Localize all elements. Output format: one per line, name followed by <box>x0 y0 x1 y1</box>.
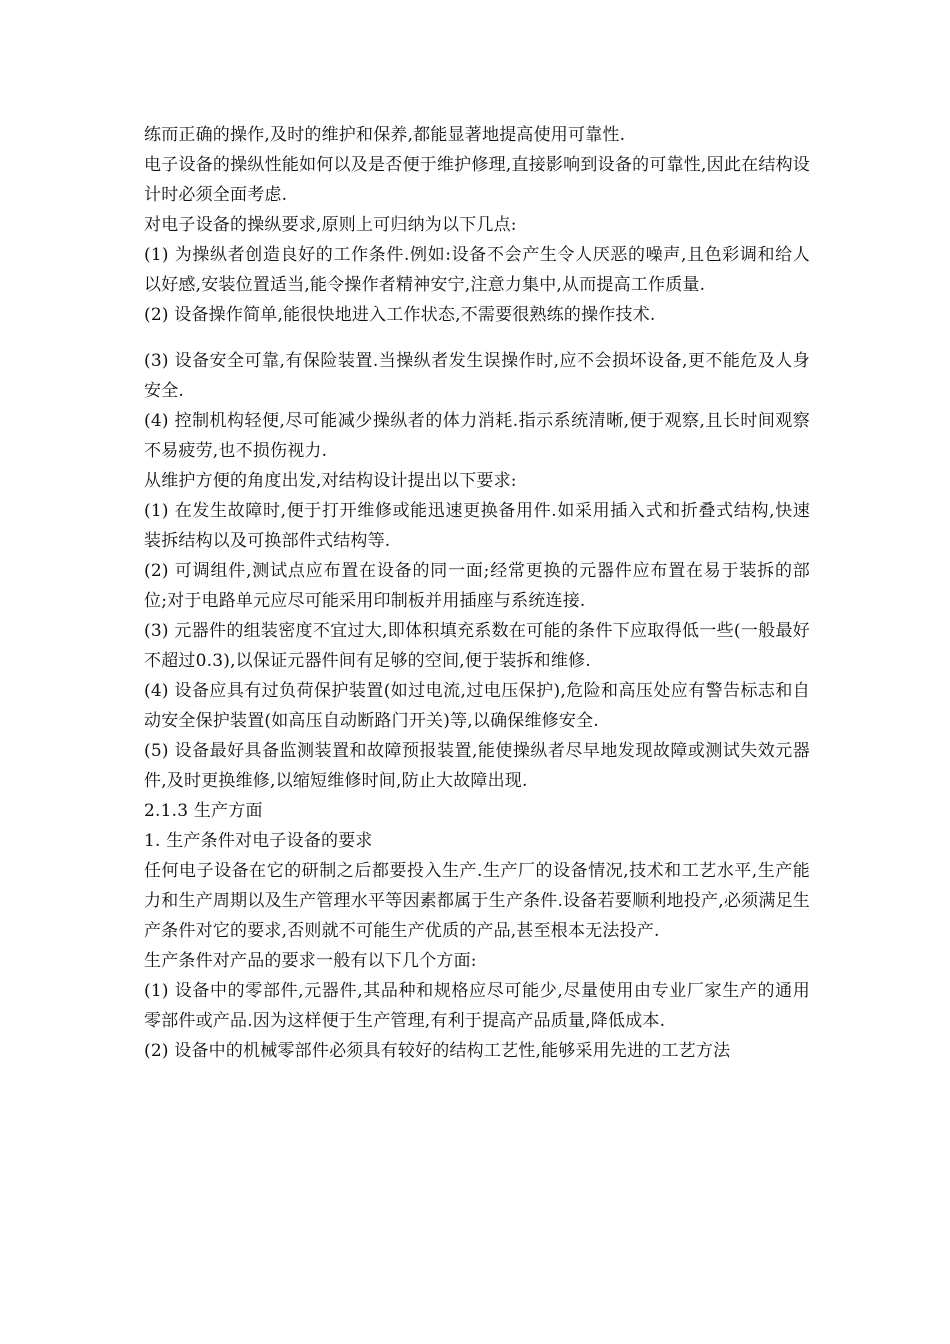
paragraph: 对电子设备的操纵要求,原则上可归纳为以下几点: <box>144 215 517 235</box>
list-item: (3) 元器件的组装密度不宜过大,即体积填充系数在可能的条件下应取得低一些(一般最好不超过0.3),以保证元器件间有足够的空间,便于装拆和维修. <box>144 621 810 671</box>
subsection-heading: 1. 生产条件对电子设备的要求 <box>144 831 373 851</box>
paragraph: 任何电子设备在它的研制之后都要投入生产.生产厂的设备情况,技术和工艺水平,生产能力和生产周期以及生产管理水平等因素都属于生产条件.设备若要顺利地投产,必须满足生产条件对它的要求,否则就不可能生产优质的产品,甚至根本无法投产. <box>144 861 810 941</box>
list-item: (2) 设备操作简单,能很快地进入工作状态,不需要很熟练的操作技术. <box>144 305 656 325</box>
list-item: (5) 设备最好具备监测装置和故障预报装置,能使操纵者尽早地发现故障或测试失效元器件,及时更换维修,以缩短维修时间,防止大故障出现. <box>144 741 810 791</box>
list-item: (1) 在发生故障时,便于打开维修或能迅速更换备用件.如采用插入式和折叠式结构,快速装拆结构以及可换部件式结构等. <box>144 501 810 551</box>
list-item: (4) 控制机构轻便,尽可能减少操纵者的体力消耗.指示系统清晰,便于观察,且长时间观察不易疲劳,也不损伤视力. <box>144 411 810 461</box>
list-item: (4) 设备应具有过负荷保护装置(如过电流,过电压保护),危险和高压处应有警告标志和自动安全保护装置(如高压自动断路门开关)等,以确保维修安全. <box>144 681 810 731</box>
paragraph: 生产条件对产品的要求一般有以下几个方面: <box>144 951 477 971</box>
paragraph: 练而正确的操作,及时的维护和保养,都能显著地提高使用可靠性. <box>144 125 626 145</box>
paragraph: 从维护方便的角度出发,对结构设计提出以下要求: <box>144 471 517 491</box>
document-body <box>144 120 810 1066</box>
list-item: (2) 可调组件,测试点应布置在设备的同一面;经常更换的元器件应布置在易于装拆的部位;对于电路单元应尽可能采用印制板并用插座与系统连接. <box>144 561 810 611</box>
list-item: (1) 为操纵者创造良好的工作条件.例如:设备不会产生令人厌恶的噪声,且色彩调和给人以好感,安装位置适当,能令操作者精神安宁,注意力集中,从而提高工作质量. <box>144 245 810 295</box>
list-item: (1) 设备中的零部件,元器件,其品种和规格应尽可能少,尽量使用由专业厂家生产的通用零部件或产品.因为这样便于生产管理,有利于提高产品质量,降低成本. <box>144 981 810 1031</box>
list-item: (3) 设备安全可靠,有保险装置.当操纵者发生误操作时,应不会损坏设备,更不能危及人身安全. <box>144 351 810 401</box>
paragraph: 电子设备的操纵性能如何以及是否便于维护修理,直接影响到设备的可靠性,因此在结构设计时必须全面考虑. <box>144 155 810 205</box>
section-heading: 2.1.3 生产方面 <box>144 801 263 821</box>
list-item: (2) 设备中的机械零部件必须具有较好的结构工艺性,能够采用先进的工艺方法 <box>144 1041 731 1061</box>
